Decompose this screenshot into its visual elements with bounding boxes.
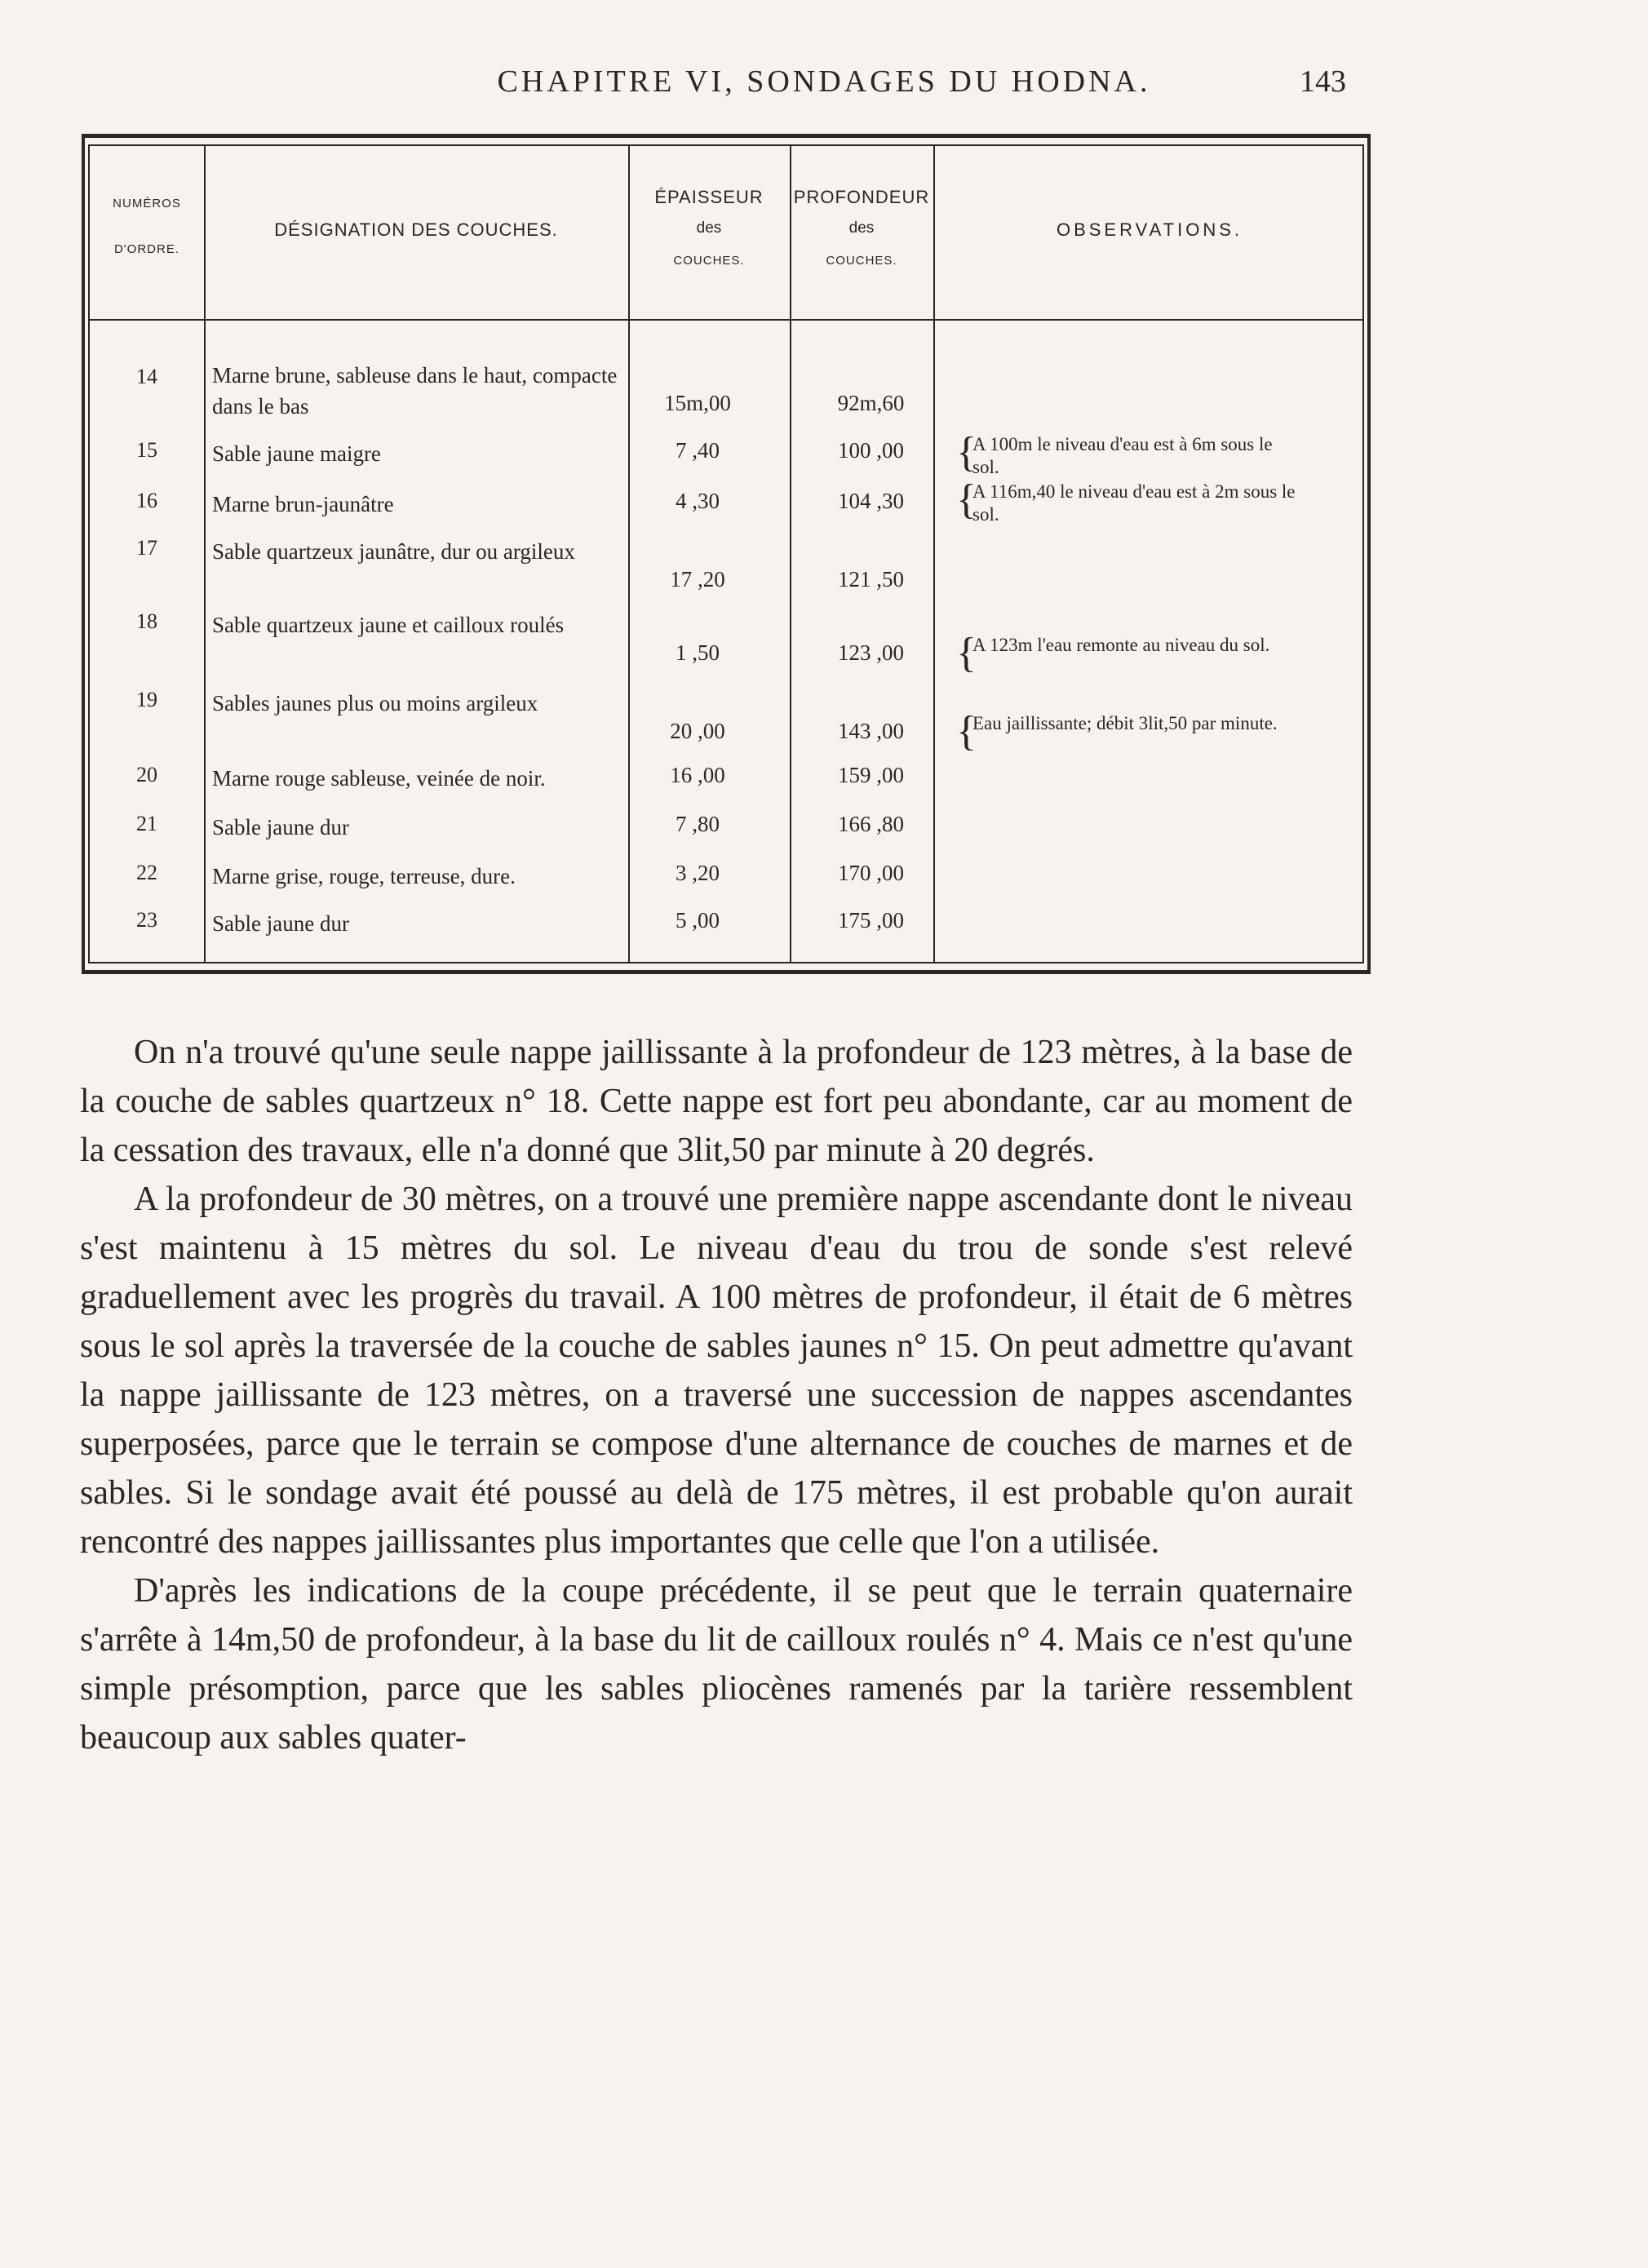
brace-icon: { — [956, 708, 977, 755]
body-text — [80, 1028, 1353, 1762]
row-number: 15 — [136, 438, 157, 462]
row-description: Sable quartzeux jaune et cailloux roulés — [212, 613, 565, 637]
row-description: Sable jaune dur — [212, 911, 349, 936]
observation-note: A 116m,40 le niveau d'eau est à 2m sous le sol. — [972, 481, 1296, 525]
row-description: Sable jaune maigre — [212, 441, 381, 466]
row-number: 17 — [136, 536, 157, 560]
row-depth: 143 ,00 — [838, 719, 904, 743]
header-profondeur-line2: des — [848, 219, 875, 237]
row-thickness: 3 ,20 — [676, 861, 720, 885]
header-epaisseur-line3: COUCHES. — [673, 254, 745, 268]
row-depth: 92m,60 — [837, 391, 905, 415]
brace-icon: { — [956, 630, 977, 676]
row-number: 20 — [136, 763, 157, 786]
row-depth: 159 ,00 — [838, 763, 904, 787]
row-depth: 166 ,80 — [838, 812, 904, 836]
row-number: 22 — [136, 861, 157, 884]
observation-note: A 100m le niveau d'eau est à 6m sous le sol. — [972, 434, 1273, 477]
header-epaisseur-line2: des — [696, 219, 722, 237]
header-num-line2: D'ORDRE. — [113, 242, 180, 256]
col-divider — [204, 146, 206, 962]
row-depth: 104 ,30 — [838, 489, 904, 513]
header-rule — [90, 319, 1362, 321]
header-profondeur-line3: COUCHES. — [826, 254, 897, 268]
row-description: Marne brune, sableuse dans le haut, compacte dans le bas — [212, 363, 618, 419]
row-thickness: 17 ,20 — [670, 567, 725, 591]
row-description: Sable jaune dur — [212, 815, 349, 839]
paragraph: On n'a trouvé qu'une seule nappe jaillissante à la profondeur de 123 mètres, à la base de la couche de sables quartzeux n° 18. Cette nappe est fort peu abondante, car au moment de la cessation des travaux, elle n'a donné que 3lit,50 par minute à 20 degrés. — [80, 1034, 1353, 1169]
row-number: 21 — [136, 812, 157, 835]
row-thickness: 16 ,00 — [670, 763, 725, 787]
paragraph: A la profondeur de 30 mètres, on a trouvé une première nappe ascendante dont le niveau s'est maintenu à 15 mètres du sol. Le niveau d'eau du trou de sonde s'est relevé graduellement avec les progrès du travail. A 100 mètres de profondeur, il était de 6 mètres sous le sol après la traversée de la couche de sables jaunes n° 15. On peut admettre qu'avant la nappe jaillissante de 123 mètres, on a traversé une succession de nappes ascendantes superposées, parce que le terrain se compose d'une alternance de couches de marnes et de sables. Si le sondage avait été poussé au delà de 175 mètres, il est probable qu'on aurait rencontré des nappes jaillissantes plus importantes que celle que l'on a utilisée. — [80, 1181, 1353, 1561]
row-depth: 100 ,00 — [838, 438, 904, 463]
observation-note: A 123m l'eau remonte au niveau du sol. — [972, 635, 1270, 655]
row-thickness: 15m,00 — [664, 391, 731, 415]
header-profondeur-line1: PROFONDEUR — [793, 187, 930, 207]
running-title: CHAPITRE VI, SONDAGES DU HODNA. — [497, 64, 1151, 99]
col-divider — [933, 146, 935, 962]
strata-table — [82, 134, 1371, 974]
row-description: Sable quartzeux jaunâtre, dur ou argileux — [212, 539, 575, 564]
paragraph: D'après les indications de la coupe précédente, il se peut que le terrain quaternaire s'arrête à 14m,50 de profondeur, à la base du lit de cailloux roulés n° 4. Mais ce n'est qu'une simple présomption, parce que les sables pliocènes ramenés par la tarière ressemblent beaucoup aux sables quater- — [80, 1572, 1353, 1756]
row-thickness: 20 ,00 — [670, 719, 725, 743]
row-depth: 170 ,00 — [838, 861, 904, 885]
row-description: Marne rouge sableuse, veinée de noir. — [212, 766, 546, 791]
header-num-line1: NUMÉROS — [113, 197, 181, 210]
row-number: 16 — [136, 489, 157, 512]
observation-note: Eau jaillissante; débit 3lit,50 par minute. — [972, 713, 1278, 733]
row-thickness: 7 ,40 — [676, 438, 720, 463]
row-description: Marne grise, rouge, terreuse, dure. — [212, 864, 516, 888]
row-description: Marne brun-jaunâtre — [212, 492, 394, 516]
row-depth: 175 ,00 — [838, 908, 904, 932]
table-inner-frame — [88, 144, 1364, 963]
brace-icon: { — [956, 476, 977, 523]
row-description: Sables jaunes plus ou moins argileux — [212, 691, 538, 715]
row-depth: 121 ,50 — [838, 567, 904, 591]
brace-icon: { — [956, 429, 977, 476]
page-number: 143 — [1300, 64, 1346, 99]
row-thickness: 7 ,80 — [676, 812, 720, 836]
page-header — [0, 64, 1648, 113]
col-divider — [790, 146, 791, 962]
header-epaisseur-line1: ÉPAISSEUR — [654, 187, 764, 207]
row-thickness: 5 ,00 — [676, 908, 720, 932]
header-observations: OBSERVATIONS. — [1056, 219, 1243, 240]
row-thickness: 1 ,50 — [676, 640, 720, 665]
row-number: 18 — [136, 609, 157, 633]
row-depth: 123 ,00 — [838, 640, 904, 665]
header-designation: DÉSIGNATION DES COUCHES. — [274, 219, 558, 240]
row-thickness: 4 ,30 — [676, 489, 720, 513]
row-number: 14 — [136, 365, 157, 388]
row-number: 19 — [136, 688, 157, 711]
row-number: 23 — [136, 908, 157, 932]
